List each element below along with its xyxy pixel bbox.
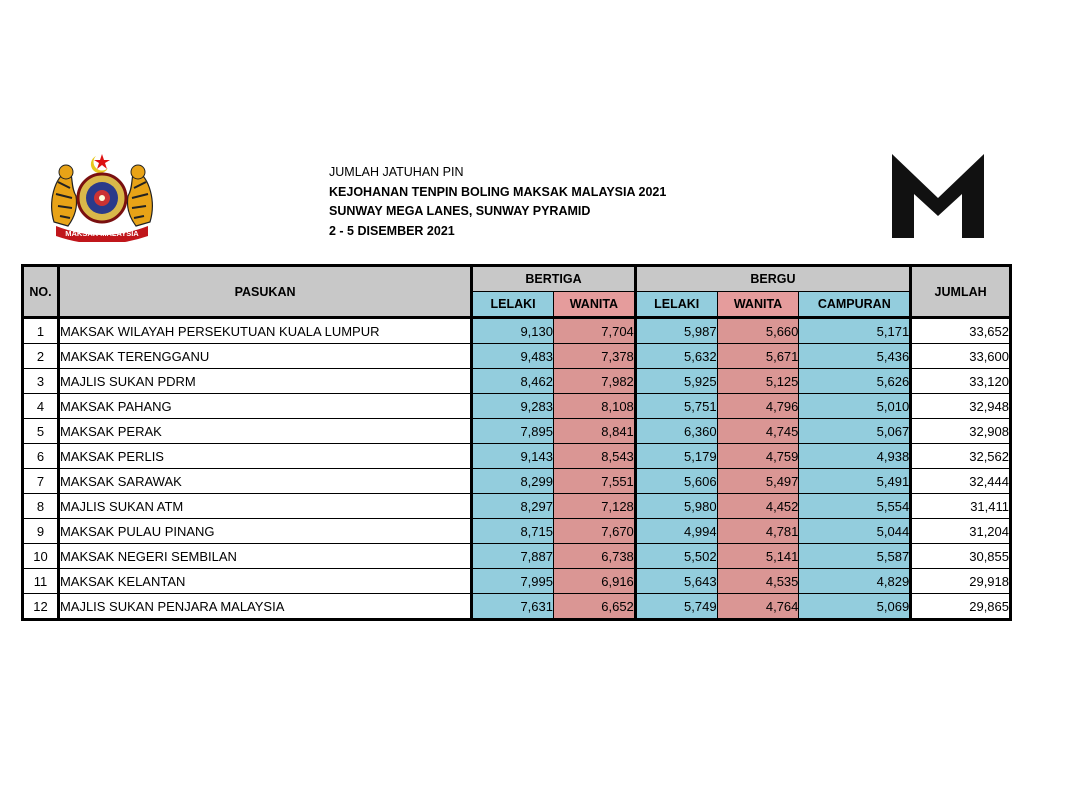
cell-bergu-campuran: 5,171 <box>799 318 911 344</box>
cell-bergu-wanita: 5,125 <box>717 369 799 394</box>
header-no: NO. <box>23 266 59 318</box>
crest-banner-text: MAKSAK MALAYSIA <box>65 229 139 238</box>
results-table <box>21 264 1012 621</box>
table-row <box>23 318 1011 344</box>
cell-bertiga-wanita: 6,652 <box>553 594 635 620</box>
cell-no: 8 <box>23 494 59 519</box>
cell-team: MAKSAK PULAU PINANG <box>58 519 471 544</box>
cell-no: 7 <box>23 469 59 494</box>
header-group-bergu: BERGU <box>635 266 910 292</box>
cell-no: 6 <box>23 444 59 469</box>
cell-bergu-campuran: 4,938 <box>799 444 911 469</box>
venue: SUNWAY MEGA LANES, SUNWAY PYRAMID <box>329 204 591 218</box>
cell-bergu-wanita: 5,671 <box>717 344 799 369</box>
header-bergu-campuran: CAMPURAN <box>799 292 911 318</box>
table-row <box>23 519 1011 544</box>
header-group-bertiga: BERTIGA <box>472 266 636 292</box>
cell-bergu-lelaki: 5,179 <box>635 444 717 469</box>
cell-bergu-wanita: 5,141 <box>717 544 799 569</box>
header-jumlah: JUMLAH <box>911 266 1011 318</box>
cell-jumlah: 32,908 <box>911 419 1011 444</box>
cell-team: MAKSAK NEGERI SEMBILAN <box>58 544 471 569</box>
cell-bertiga-wanita: 7,378 <box>553 344 635 369</box>
cell-team: MAKSAK PAHANG <box>58 394 471 419</box>
report-header <box>329 163 666 241</box>
cell-bergu-wanita: 4,452 <box>717 494 799 519</box>
cell-bertiga-wanita: 7,128 <box>553 494 635 519</box>
table-row <box>23 469 1011 494</box>
cell-bertiga-lelaki: 7,995 <box>472 569 554 594</box>
cell-bergu-wanita: 4,764 <box>717 594 799 620</box>
cell-bergu-lelaki: 5,749 <box>635 594 717 620</box>
table-row <box>23 444 1011 469</box>
event-dates: 2 - 5 DISEMBER 2021 <box>329 223 455 238</box>
cell-bergu-campuran: 5,069 <box>799 594 911 620</box>
table-row <box>23 344 1011 369</box>
cell-jumlah: 29,918 <box>911 569 1011 594</box>
cell-jumlah: 31,204 <box>911 519 1011 544</box>
cell-bergu-wanita: 4,781 <box>717 519 799 544</box>
cell-team: MAKSAK PERLIS <box>58 444 471 469</box>
cell-bergu-lelaki: 5,643 <box>635 569 717 594</box>
cell-bergu-campuran: 5,436 <box>799 344 911 369</box>
cell-no: 1 <box>23 318 59 344</box>
cell-bergu-campuran: 5,067 <box>799 419 911 444</box>
cell-bertiga-lelaki: 8,299 <box>472 469 554 494</box>
cell-no: 5 <box>23 419 59 444</box>
cell-bergu-wanita: 5,497 <box>717 469 799 494</box>
cell-team: MAKSAK PERAK <box>58 419 471 444</box>
table-row <box>23 594 1011 620</box>
cell-jumlah: 31,411 <box>911 494 1011 519</box>
cell-bergu-lelaki: 5,987 <box>635 318 717 344</box>
cell-bergu-wanita: 4,796 <box>717 394 799 419</box>
cell-no: 9 <box>23 519 59 544</box>
maksak-crest-logo <box>48 152 156 242</box>
cell-team: MAJLIS SUKAN PENJARA MALAYSIA <box>58 594 471 620</box>
cell-bergu-campuran: 5,010 <box>799 394 911 419</box>
cell-no: 12 <box>23 594 59 620</box>
cell-bertiga-lelaki: 9,143 <box>472 444 554 469</box>
cell-team: MAKSAK TERENGGANU <box>58 344 471 369</box>
cell-jumlah: 29,865 <box>911 594 1011 620</box>
m-letter-logo <box>890 154 986 238</box>
cell-bergu-campuran: 5,044 <box>799 519 911 544</box>
cell-bergu-wanita: 4,535 <box>717 569 799 594</box>
cell-bergu-lelaki: 5,925 <box>635 369 717 394</box>
header-bergu-lelaki: LELAKI <box>635 292 717 318</box>
cell-team: MAJLIS SUKAN PDRM <box>58 369 471 394</box>
cell-bergu-campuran: 5,626 <box>799 369 911 394</box>
cell-no: 2 <box>23 344 59 369</box>
cell-bergu-lelaki: 5,502 <box>635 544 717 569</box>
header-bertiga-lelaki: LELAKI <box>472 292 554 318</box>
table-row <box>23 544 1011 569</box>
header-bergu-wanita: WANITA <box>717 292 799 318</box>
cell-team: MAJLIS SUKAN ATM <box>58 494 471 519</box>
cell-bertiga-wanita: 8,108 <box>553 394 635 419</box>
cell-bertiga-wanita: 8,841 <box>553 419 635 444</box>
cell-team: MAKSAK WILAYAH PERSEKUTUAN KUALA LUMPUR <box>58 318 471 344</box>
cell-no: 3 <box>23 369 59 394</box>
cell-bertiga-wanita: 8,543 <box>553 444 635 469</box>
header-bertiga-wanita: WANITA <box>553 292 635 318</box>
cell-bertiga-lelaki: 8,715 <box>472 519 554 544</box>
cell-bergu-campuran: 4,829 <box>799 569 911 594</box>
cell-bertiga-lelaki: 8,297 <box>472 494 554 519</box>
cell-team: MAKSAK KELANTAN <box>58 569 471 594</box>
cell-jumlah: 33,120 <box>911 369 1011 394</box>
cell-no: 11 <box>23 569 59 594</box>
cell-bergu-wanita: 5,660 <box>717 318 799 344</box>
cell-bertiga-wanita: 7,670 <box>553 519 635 544</box>
cell-jumlah: 30,855 <box>911 544 1011 569</box>
table-row <box>23 494 1011 519</box>
cell-bertiga-wanita: 7,704 <box>553 318 635 344</box>
cell-jumlah: 32,562 <box>911 444 1011 469</box>
cell-jumlah: 33,600 <box>911 344 1011 369</box>
cell-bergu-wanita: 4,745 <box>717 419 799 444</box>
cell-team: MAKSAK SARAWAK <box>58 469 471 494</box>
cell-bergu-wanita: 4,759 <box>717 444 799 469</box>
header-pasukan: PASUKAN <box>58 266 471 318</box>
cell-bertiga-lelaki: 7,631 <box>472 594 554 620</box>
cell-jumlah: 33,652 <box>911 318 1011 344</box>
cell-bertiga-lelaki: 7,895 <box>472 419 554 444</box>
cell-bergu-lelaki: 5,980 <box>635 494 717 519</box>
results-body <box>23 318 1011 620</box>
cell-bertiga-wanita: 6,916 <box>553 569 635 594</box>
table-row <box>23 394 1011 419</box>
table-row <box>23 369 1011 394</box>
cell-bergu-lelaki: 5,751 <box>635 394 717 419</box>
cell-bertiga-wanita: 7,982 <box>553 369 635 394</box>
cell-bertiga-wanita: 7,551 <box>553 469 635 494</box>
table-row <box>23 569 1011 594</box>
cell-bertiga-lelaki: 9,483 <box>472 344 554 369</box>
cell-no: 4 <box>23 394 59 419</box>
cell-bertiga-lelaki: 9,283 <box>472 394 554 419</box>
cell-bergu-campuran: 5,587 <box>799 544 911 569</box>
cell-jumlah: 32,444 <box>911 469 1011 494</box>
cell-bertiga-wanita: 6,738 <box>553 544 635 569</box>
cell-bertiga-lelaki: 7,887 <box>472 544 554 569</box>
cell-bergu-campuran: 5,491 <box>799 469 911 494</box>
event-name: KEJOHANAN TENPIN BOLING MAKSAK MALAYSIA 2021 <box>329 184 667 199</box>
cell-bergu-lelaki: 5,632 <box>635 344 717 369</box>
cell-bertiga-lelaki: 8,462 <box>472 369 554 394</box>
cell-jumlah: 32,948 <box>911 394 1011 419</box>
table-row <box>23 419 1011 444</box>
cell-bergu-lelaki: 5,606 <box>635 469 717 494</box>
report-title: JUMLAH JATUHAN PIN <box>329 165 464 179</box>
cell-bergu-campuran: 5,554 <box>799 494 911 519</box>
cell-bergu-lelaki: 6,360 <box>635 419 717 444</box>
cell-bertiga-lelaki: 9,130 <box>472 318 554 344</box>
cell-bergu-lelaki: 4,994 <box>635 519 717 544</box>
cell-no: 10 <box>23 544 59 569</box>
